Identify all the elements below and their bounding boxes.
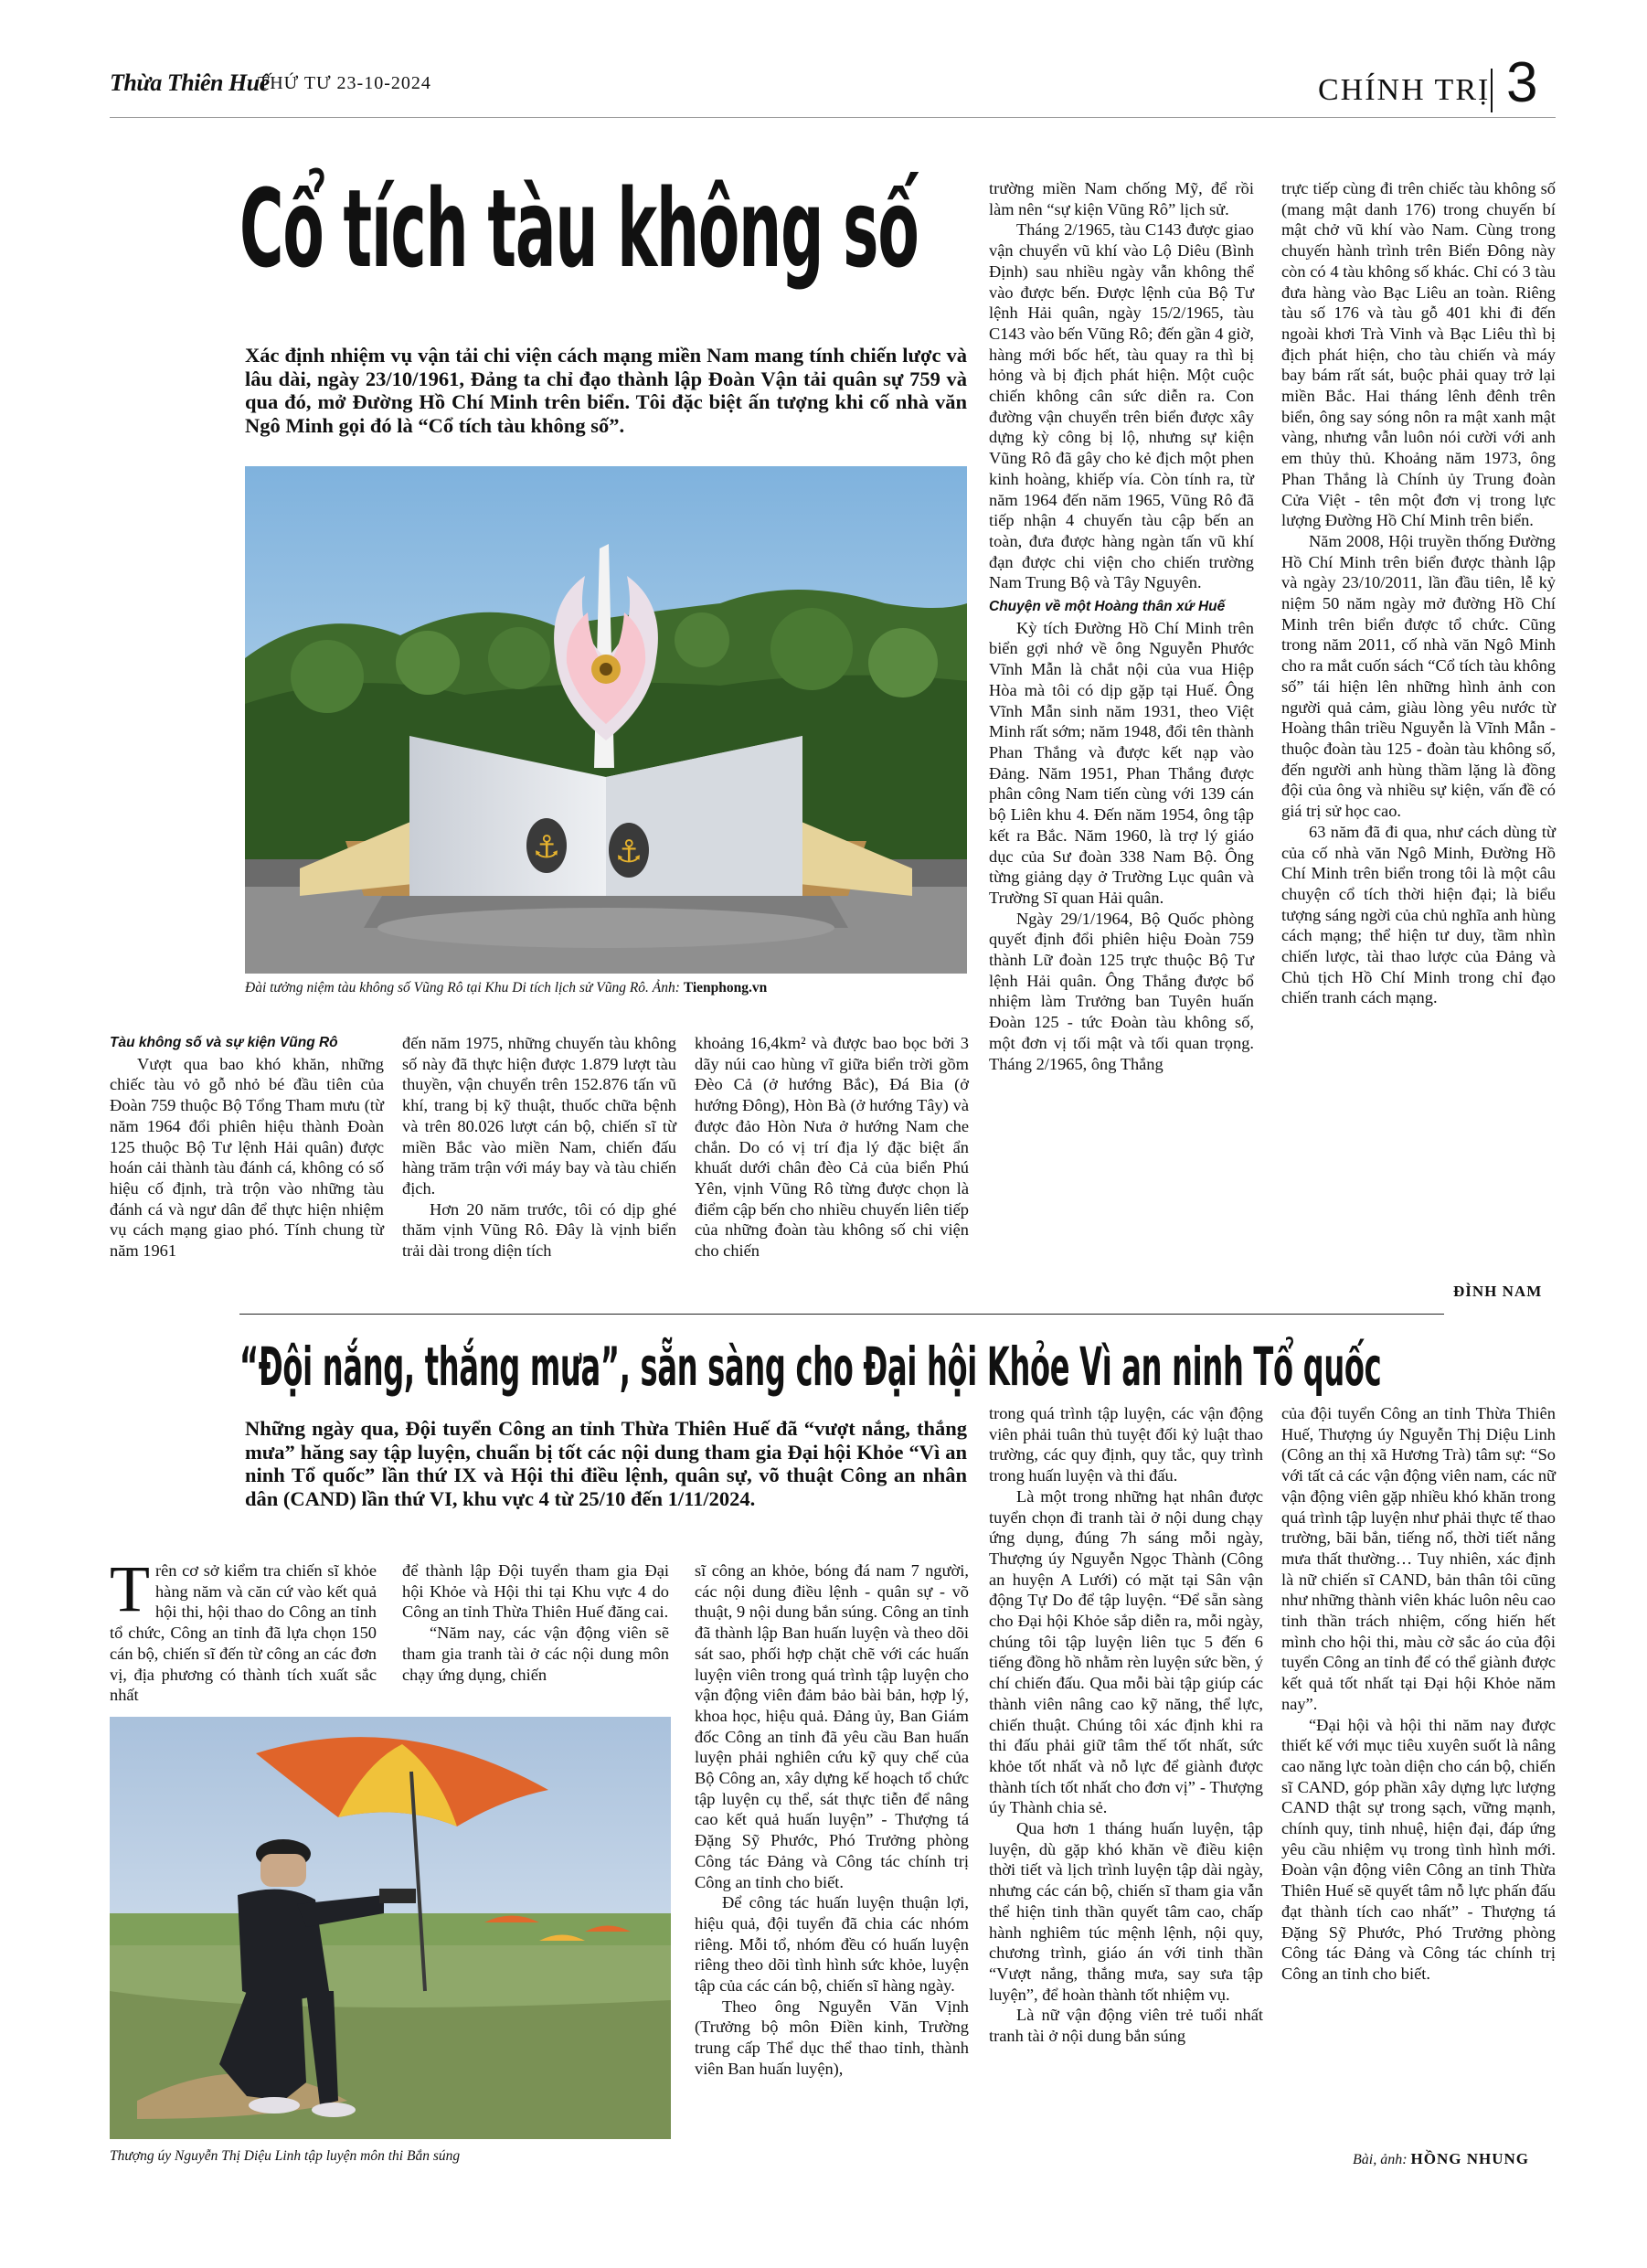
subhead-hoang-than: Chuyện về một Hoàng thân xứ Huế xyxy=(989,599,1226,615)
article2-column-5 xyxy=(1281,1403,1556,1985)
article2-author: HỒNG NHUNG xyxy=(1410,2150,1530,2167)
paragraph: Tháng 2/1965, tàu C143 được giao vận chuyển vũ khí vào Lộ Diêu (Bình Định) sau nhiều ngày vẫn không thể vào được bến. Được lệnh của Bộ Tư lệnh Hải quân, ngày 15/2/1965, tàu C143 vào bến Vũng Rô; đến gần 4 giờ, hàng mới bốc hết, tàu quay ra thì bị hỏng và bị địch phát hiện. Một cuộc chiến không cân sức diễn ra. Con đường vận chuyển trên biển được xây dựng kỳ công bị lộ, nhưng sự kiện Vũng Rô đã gây cho kẻ địch một phen kinh hoàng, khiếp vía. Còn tính ra, từ năm 1964 đến năm 1965, Vũng Rô đã tiếp nhận 4 chuyến tàu cập bến an toàn, đưa được hàng ngàn tấn vũ khí đạn được chi viện cho chiến trường Nam Trung Bộ và Tây Nguyên. xyxy=(989,220,1254,592)
photo-credit: Tienphong.vn xyxy=(683,980,768,996)
masthead-brand: Thừa Thiên Huế xyxy=(110,69,270,96)
article2-column-2 xyxy=(402,1560,669,1685)
shooting-illustration xyxy=(110,1717,671,2139)
article2-lead: Những ngày qua, Đội tuyển Công an tỉnh Thừa Thiên Huế đã “vượt nắng, thắng mưa” hăng say tập luyện, chuẩn bị tốt các nội dung tham gia Đại hội Khỏe “Vì an ninh Tổ quốc” lần thứ IX và Hội thi điều lệnh, quân sự, võ thuật Công an nhân dân (CAND) lần thứ VI, khu vực 4 từ 25/10 đến 1/11/2024. xyxy=(245,1417,967,1510)
paragraph: Là một trong những hạt nhân được tuyển chọn đi tranh tài ở nội dung chạy ứng dụng, đúng 7h sáng mỗi ngày, Thượng úy Nguyễn Ngọc Thành (Công an huyện A Lưới) có mặt tại Sân vận động Tự Do để tập luyện. “Để sẵn sàng cho Đại hội Khỏe sắp diễn ra, mỗi ngày, chúng tôi tập luyện liên tục 5 đến 6 tiếng đồng hồ nhằm rèn luyện sức bền, ý chí chiến đấu. Qua mỗi bài tập giúp các thành viên nâng cao kỹ năng, thể lực, chiến thuật. Chúng tôi xác định khi ra thi đấu phải giữ tâm thế tốt nhất, sức khỏe tốt nhất và nỗ lực để giành được thành tích tốt nhất cho đơn vị” - Thượng úy Thành chia sẻ. xyxy=(989,1486,1263,1817)
paragraph: khoảng 16,4km² và được bao bọc bởi 3 dãy núi cao hùng vĩ giữa biển trời gồm Đèo Cả (ở hướng Bắc), Đá Bia (ở hướng Đông), Hòn Bà (ở hướng Tây) và được đảo Hòn Nưa ở hướng Nam che chắn. Do có vị trí địa lý đặc biệt ẩn khuất dưới chân đèo Cả của biển Phú Yên, vịnh Vũng Rô từng được chọn là điểm cập bến cho nhiều chuyến liên tiếp của những đoàn tàu không số chi viện cho chiến xyxy=(695,1034,969,1261)
article1-title: Cổ tích tàu không số xyxy=(239,165,919,292)
paragraph: để thành lập Đội tuyển tham gia Đại hội Khỏe và Hội thi tại Khu vực 4 do Công an tỉnh Thừa Thiên Huế đăng cai. xyxy=(402,1561,669,1622)
paragraph: Năm 2008, Hội truyền thống Đường Hồ Chí Minh trên biển được thành lập và ngày 23/10/2011, lần đầu tiên, lễ kỷ niệm 50 năm ngày mở đường Hồ Chí Minh trên biển được tổ chức. Cũng trong năm 2011, cố nhà văn Ngô Minh cho ra mắt cuốn sách “Cổ tích tàu không số” tái hiện lên những hình ảnh con người quả cảm, giàu lòng yêu nước từ Hoàng thân triều Nguyễn là Vĩnh Mẫn - thuộc đoàn tàu 125 - đoàn tàu không số, đến người anh hùng thầm lặng là đồng đội của ông và nhiều sự kiện, vấn đề có giá trị sử học cao. xyxy=(1281,531,1556,821)
paragraph: trường miền Nam chống Mỹ, để rồi làm nên “sự kiện Vũng Rô” lịch sử. xyxy=(989,179,1254,218)
caption-text: Đài tưởng niệm tàu không số Vũng Rô tại Khu Di tích lịch sử Vũng Rô. Ảnh: xyxy=(245,980,680,996)
paragraph: Theo ông Nguyễn Văn Vịnh (Trưởng bộ môn Điền kinh, Trường trung cấp Thể dục thể thao tỉnh, thành viên Ban huấn luyện), xyxy=(695,1996,969,2078)
paragraph: “Năm nay, các vận động viên sẽ tham gia tranh tài ở các nội dung môn chạy ứng dụng, chiến xyxy=(402,1624,669,1684)
paragraph: Qua hơn 1 tháng huấn luyện, tập luyện, dù gặp khó khăn về điều kiện thời tiết và lịch trình luyện tập dài ngày, nhưng các cán bộ, chiến sĩ tham gia vẫn thể hiện tinh thần quyết tâm cao, chấp hành nghiêm túc mệnh lệnh, nội quy, chương trình, giáo án với tinh thần “Vượt nắng, thắng mưa, say sưa tập luyện”, để hoàn thành tốt nhiệm vụ. xyxy=(989,1819,1263,2004)
svg-text:⚓: ⚓ xyxy=(614,834,643,870)
drop-cap: T xyxy=(110,1552,150,1625)
memorial-photo xyxy=(245,466,967,974)
article1-author: ĐÌNH NAM xyxy=(1453,1283,1543,1300)
svg-text:⚓: ⚓ xyxy=(532,829,561,866)
article1-column-2 xyxy=(402,1033,676,1262)
header-separator xyxy=(1491,69,1493,112)
page-number: 3 xyxy=(1506,51,1538,114)
header-rule xyxy=(110,117,1556,118)
paragraph: 63 năm đã đi qua, như cách dùng từ của cố nhà văn Ngô Minh, Đường Hồ Chí Minh trên biển trong tôi là một câu chuyện cổ tích thời hiện đại; là biểu tượng sáng ngời của chủ nghĩa anh hùng cách mạng; thể hiện tư duy, tầm nhìn chiến lược, tài thao lược của Đảng và Chủ tịch Hồ Chí Minh trong chỉ đạo chiến tranh cách mạng. xyxy=(1281,822,1556,1007)
paragraph: Ngày 29/1/1964, Bộ Quốc phòng quyết định đổi phiên hiệu Đoàn 759 thành Lữ đoàn 125 trực thuộc Bộ Tư lệnh Hải quân. Ông Thắng được bổ nhiệm làm Trưởng ban Tuyên huấn Đoàn 125 - tức Đoàn tàu không số, một đơn vị tối mật và tối quan trọng. Tháng 2/1965, ông Thắng xyxy=(989,909,1254,1073)
paragraph: Kỳ tích Đường Hồ Chí Minh trên biển gợi nhớ về ông Nguyễn Phước Vĩnh Mẫn là chắt nội của vua Hiệp Hòa mà tôi có dịp gặp tại Huế. Ông Vĩnh Mẫn sinh năm 1931, theo Việt Minh rất sớm; năm 1948, đổi tên thành Phan Thắng và được kết nạp vào Đảng. Năm 1951, Phan Thắng được phân công Nam tiến cùng với 139 cán bộ Liên khu 4. Đến năm 1954, ông tập kết ra Bắc. Năm 1960, là trợ lý giáo dục của Sư đoàn 338 Nam Bộ. Ông từng giảng dạy ở Trường Lục quân và Trường Sĩ quan Hải quân. xyxy=(989,618,1254,907)
shooting-practice-photo xyxy=(110,1717,671,2139)
article1-column-1 xyxy=(110,1033,384,1262)
article2-column-4 xyxy=(989,1403,1263,2047)
paragraph: Hơn 20 năm trước, tôi có dịp ghé thăm vịnh Vũng Rô. Đây là vịnh biển trải dài trong diện tích xyxy=(402,1199,676,1261)
paragraph: trong quá trình tập luyện, các vận động viên phải tuân thủ tuyệt đối kỷ luật thao trường, các quy định, quy tắc, quy trình trong huấn luyện và thi đấu. xyxy=(989,1404,1263,1485)
article2-column-1 xyxy=(110,1552,377,1706)
paragraph: “Đại hội và hội thi năm nay được thiết kế với mục tiêu xuyên suốt là nâng cao năng lực toàn diện cho cán bộ, chiến sĩ CAND, góp phần xây dựng lực lượng CAND thật sự trong sạch, vững mạnh, chính quy, tinh nhuệ, hiện đại, đáp ứng yêu cầu nhiệm vụ trong tình hình mới. Đoàn vận động viên Công an tỉnh Thừa Thiên Huế sẽ quyết tâm nỗ lực phấn đấu đạt thành tích cao nhất” - Thượng tá Đặng Sỹ Phước, Phó Trưởng phòng Công tác Đảng và Công tác chính trị Công an tỉnh cho biết. xyxy=(1281,1715,1556,1983)
article1-column-5 xyxy=(1281,178,1556,1008)
article2-column-3 xyxy=(695,1560,969,2080)
paragraph: Vượt qua bao khó khăn, những chiếc tàu vỏ gỗ nhỏ bé đầu tiên của Đoàn 759 thuộc Bộ Tổng Tham mưu (từ năm 1964 đổi phiên hiệu thành Đoàn 125 thuộc Bộ Tư lệnh Hải quân) được hoán cải thành tàu đánh cá, không có số hiệu cố định, trà trộn vào những tàu đánh cá và ngư dân để thực hiện nhiệm vụ cách mạng giao phó. Tính chung từ năm 1961 xyxy=(110,1054,384,1261)
article2-title: “Đội nắng, thắng mưa”, sẵn sàng cho Đại hội Khỏe Vì an ninh Tổ quốc xyxy=(239,1336,1382,1398)
shooting-photo-caption: Thượng úy Nguyễn Thị Diệu Linh tập luyện môn thi Bắn súng xyxy=(110,2148,461,2164)
issue-date: THỨ TƯ 23-10-2024 xyxy=(258,73,431,93)
memorial-illustration xyxy=(245,466,967,974)
paragraph-text: rên cơ sở kiểm tra chiến sĩ khỏe hàng năm và căn cứ vào kết quả hội thi, hội thao do Công an tỉnh tổ chức, Công an tỉnh đã lựa chọn 150 cán bộ, chiến sĩ đến từ công an các đơn vị, địa phương có thành tích xuất sắc nhất xyxy=(110,1561,377,1705)
article1-column-4 xyxy=(989,178,1254,1074)
subhead-vung-ro: Tàu không số và sự kiện Vũng Rô xyxy=(110,1035,338,1050)
paragraph: của đội tuyển Công an tỉnh Thừa Thiên Huế, Thượng úy Nguyễn Thị Diệu Linh (Công an thị xã Hương Trà) tâm sự: “So với tất cả các vận động viên nam, các nữ vận động viên gặp nhiều khó khăn trong quá trình tập luyện như phải thực tế thao trường, bãi bắn, tiếng nổ, thời tiết nắng mưa thất thường… Tuy nhiên, xác định là nữ chiến sĩ CAND, bản thân tôi cũng như những thành viên khác luôn nêu cao tinh thần trách nhiệm, cống hiến hết mình cho hội thi, màu cờ sắc áo của đội tuyển Công an tỉnh để có thể giành được kết quả tốt nhất tại Đại hội Khỏe năm nay”. xyxy=(1281,1404,1556,1713)
article1-column-3 xyxy=(695,1033,969,1262)
byline-prefix: Bài, ảnh: xyxy=(1353,2152,1408,2167)
article2-byline xyxy=(1353,2150,1529,2168)
paragraph xyxy=(110,1552,377,1706)
paragraph: Là nữ vận động viên trẻ tuổi nhất tranh tài ở nội dung bắn súng xyxy=(989,2006,1263,2046)
paragraph: trực tiếp cùng đi trên chiếc tàu không số (mang mật danh 176) trong chuyến bí mật chở vũ khí vào Nam. Cùng trong chuyến hành trình trên Biển Đông này còn có 4 tàu không số khác. Chỉ có 3 tàu đưa hàng vào Bạc Liêu an toàn. Riêng tàu số 176 và tàu gỗ 401 khi đi đến ngoài khơi Trà Vinh và Bạc Liêu thì bị địch phát hiện, cho tàu chiến và máy bay bám rất sát, buộc phải quay trở lại miền Bắc. Hai tháng lênh đênh trên biển, ông say sóng nôn ra mật xanh mật vàng, nhưng vẫn luôn nói cười với anh em thủy thủ. Khoảng năm 1973, ông Phan Thắng là Chính ủy Trung đoàn Cửa Việt - tên một đơn vị trong lực lượng Đường Hồ Chí Minh trên biển. xyxy=(1281,179,1556,530)
paragraph: đến năm 1975, những chuyến tàu không số này đã thực hiện được 1.879 lượt tàu thuyền, vận chuyển trên 152.876 tấn vũ khí, trang bị kỹ thuật, thuốc chữa bệnh và trên 80.026 lượt cán bộ, chiến sĩ từ miền Bắc vào miền Nam, chiến đấu hàng trăm trận với máy bay và tàu chiến địch. xyxy=(402,1034,676,1198)
paragraph: Để công tác huấn luyện thuận lợi, hiệu quả, đội tuyển đã chia các nhóm riêng. Mỗi tổ, nhóm đều có huấn luyện riêng theo dõi tình hình sức khỏe, luyện tập của các cán bộ, chiến sĩ hàng ngày. xyxy=(695,1893,969,1996)
article-divider xyxy=(239,1314,1444,1315)
paragraph: sĩ công an khỏe, bóng đá nam 7 người, các nội dung điều lệnh - quân sự - võ thuật, 9 nội dung bắn súng. Công an tỉnh đã thành lập Ban huấn luyện và theo dõi sát sao, phối hợp chặt chẽ với các huấn luyện viên trong quá trình tập luyện cho vận động viên đảm bảo bài bản, hợp lý, khoa học, hiệu quả. Đảng ủy, Ban Giám đốc Công an tỉnh đã yêu cầu Ban huấn luyện phải nghiên cứu kỹ quy chế của Bộ Công an, xây dựng kế hoạch tổ chức tập luyện cụ thể, sát thực tiễn để nâng cao kết quả huấn luyện” - Thượng tá Đặng Sỹ Phước, Phó Trưởng phòng Công tác Đảng và Công tác chính trị Công an tỉnh cho biết. xyxy=(695,1561,969,1891)
article1-lead: Xác định nhiệm vụ vận tải chi viện cách mạng miền Nam mang tính chiến lược và lâu dài, ngày 23/10/1961, Đảng ta chỉ đạo thành lập Đoàn Vận tải quân sự 759 và qua đó, mở Đường Hồ Chí Minh trên biển. Tôi đặc biệt ấn tượng khi cố nhà văn Ngô Minh gọi đó là “Cổ tích tàu không số”. xyxy=(245,344,967,437)
memorial-photo-caption xyxy=(245,980,967,996)
section-name: CHÍNH TRỊ xyxy=(1318,73,1491,107)
